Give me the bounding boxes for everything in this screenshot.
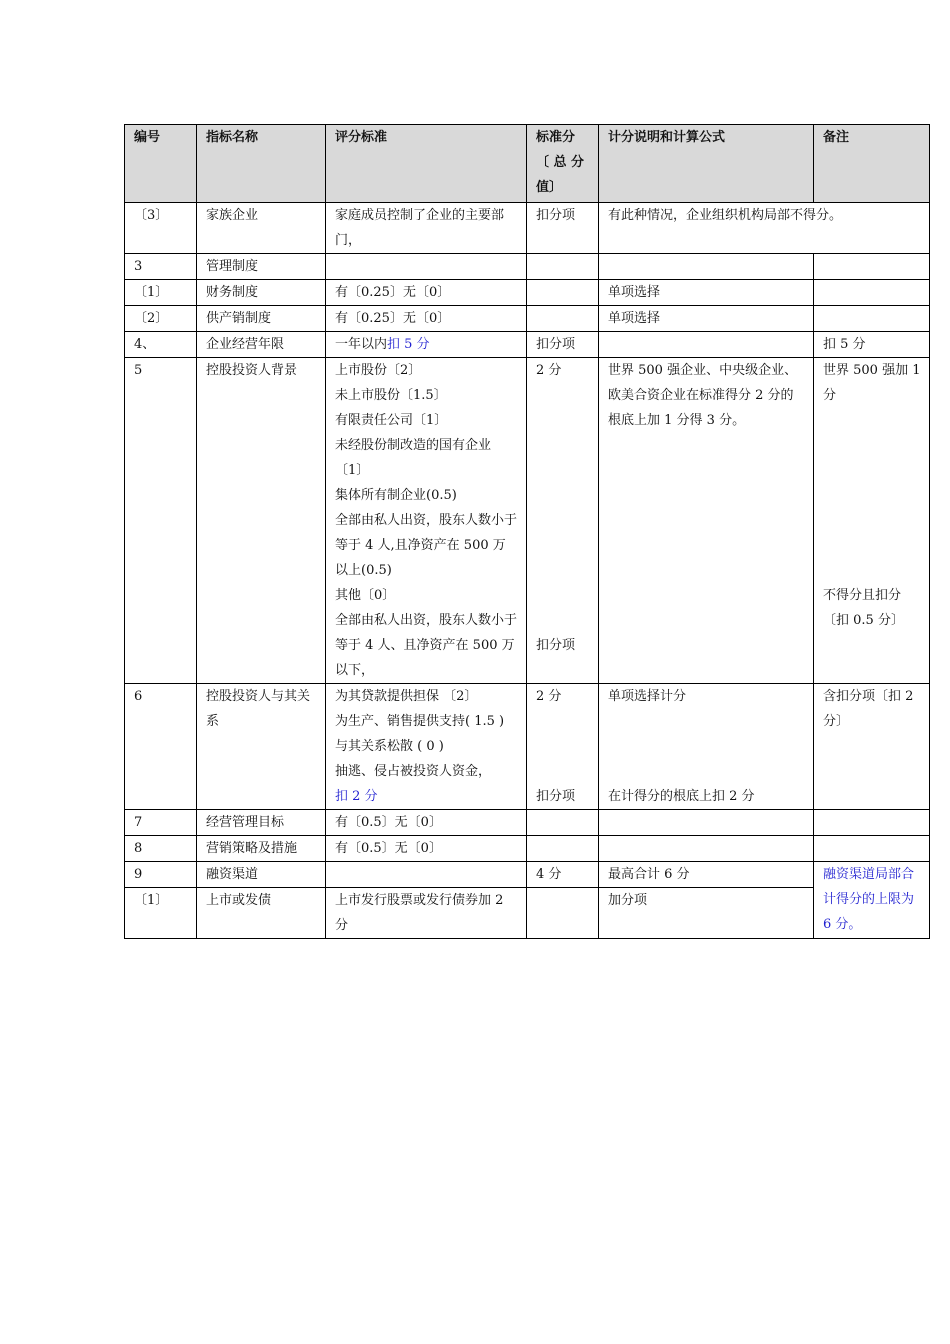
cell-number: 5 [125, 358, 197, 684]
cell-score: 扣分项 [527, 332, 599, 358]
cell-explanation [599, 254, 814, 280]
criteria-line: 与其关系松散 ( 0 ) [335, 739, 444, 754]
criteria-line: 为生产、销售提供支持( 1.5 ) [335, 714, 505, 729]
cell-note: 扣 5 分 [814, 332, 930, 358]
cell-name: 财务制度 [197, 280, 326, 306]
deduction-highlight: 扣 5 分 [387, 337, 430, 352]
cell-name: 家族企业 [197, 203, 326, 254]
cell-score [527, 358, 599, 684]
criteria-line: 未经股份制改造的国有企业〔1〕 [335, 438, 492, 478]
table-row [125, 684, 930, 810]
cell-criteria: 家庭成员控制了企业的主要部门， [326, 203, 527, 254]
cell-criteria: 有〔0.5〕无〔0〕 [326, 836, 527, 862]
cell-criteria [326, 254, 527, 280]
criteria-text: 一年以内 [335, 337, 388, 352]
table-row [125, 810, 930, 836]
header-criteria: 评分标准 [326, 125, 527, 203]
cell-explanation: 有此种情况，企业组织机构局部不得分。 [599, 203, 930, 254]
table-row [125, 280, 930, 306]
cell-criteria [326, 684, 527, 810]
cell-score [527, 306, 599, 332]
explain-top: 单项选择计分 [608, 689, 687, 704]
cell-score: 4 分 [527, 862, 599, 888]
header-score-line-2: 〔 总 分 [536, 155, 585, 170]
cell-explanation: 最高合计 6 分 [599, 862, 814, 888]
table-row [125, 332, 930, 358]
cell-name: 营销策略及措施 [197, 836, 326, 862]
cell-number: 3 [125, 254, 197, 280]
cell-criteria: 有〔0.25〕无〔0〕 [326, 306, 527, 332]
cell-note: 融资渠道局部合计得分的上限为 6 分。 [814, 862, 930, 939]
cell-explanation [599, 836, 814, 862]
cell-explanation: 单项选择 [599, 280, 814, 306]
cell-number: 6 [125, 684, 197, 810]
cell-criteria [326, 358, 527, 684]
cell-explanation: 加分项 [599, 888, 814, 939]
cell-name: 控股投资人与其关系 [197, 684, 326, 810]
cell-name: 融资渠道 [197, 862, 326, 888]
cell-note [814, 358, 930, 684]
cell-note [814, 280, 930, 306]
criteria-line: 为其贷款提供担保 〔2〕 [335, 689, 478, 704]
header-indicator-name: 指标名称 [197, 125, 326, 203]
note-bottom: 不得分且扣分〔扣 0.5 分〕 [823, 588, 904, 628]
cell-number: 〔2〕 [125, 306, 197, 332]
cell-number: 〔3〕 [125, 203, 197, 254]
table-row [125, 254, 930, 280]
score-top: 2 分 [536, 689, 562, 704]
header-score-line-1: 标准分 [536, 130, 576, 145]
note-top: 世界 500 强加 1 分 [823, 363, 921, 403]
table-row [125, 862, 930, 888]
table-row [125, 836, 930, 862]
cell-criteria: 有〔0.25〕无〔0〕 [326, 280, 527, 306]
cell-number: 4、 [125, 332, 197, 358]
header-explanation: 计分说明和计算公式 [599, 125, 814, 203]
criteria-line: 全部由私人出资，股东人数小于等于 4 人、且净资产在 500 万以下， [335, 613, 518, 678]
criteria-line: 上市股份〔2〕 [335, 363, 422, 378]
cell-number: 〔1〕 [125, 280, 197, 306]
cell-explanation [599, 684, 814, 810]
criteria-line: 未上市股份〔1.5〕 [335, 388, 447, 403]
cell-criteria [326, 332, 527, 358]
header-standard-score [527, 125, 599, 203]
cell-score [527, 280, 599, 306]
table-header-row [125, 125, 930, 203]
cell-criteria: 上市发行股票或发行债券加 2 分 [326, 888, 527, 939]
cell-name: 供产销制度 [197, 306, 326, 332]
explain-bottom: 在计得分的根底上扣 2 分 [608, 789, 755, 804]
criteria-line: 抽逃、侵占被投资人资金， [335, 764, 492, 779]
cell-explanation: 世界 500 强企业、中央级企业、欧美合资企业在标准得分 2 分的根底上加 1 分得 3 分。 [599, 358, 814, 684]
cell-number: 7 [125, 810, 197, 836]
cell-explanation: 单项选择 [599, 306, 814, 332]
cell-score: 扣分项 [527, 203, 599, 254]
table-row [125, 888, 930, 939]
criteria-line: 集体所有制企业(0.5) [335, 488, 457, 503]
cell-score [527, 810, 599, 836]
table-row [125, 203, 930, 254]
cell-score [527, 888, 599, 939]
cell-name: 管理制度 [197, 254, 326, 280]
cell-criteria [326, 862, 527, 888]
cell-name: 企业经营年限 [197, 332, 326, 358]
scoring-table [124, 124, 930, 939]
table-row [125, 358, 930, 684]
cell-name: 控股投资人背景 [197, 358, 326, 684]
cell-note [814, 836, 930, 862]
cell-score [527, 836, 599, 862]
cell-number: 8 [125, 836, 197, 862]
criteria-line: 全部由私人出资，股东人数小于等于 4 人,且净资产在 500 万以上(0.5) [335, 513, 518, 578]
cell-note [814, 306, 930, 332]
score-bottom: 扣分项 [536, 638, 576, 653]
criteria-line: 其他〔0〕 [335, 588, 396, 603]
score-top: 2 分 [536, 363, 562, 378]
criteria-line: 有限责任公司〔1〕 [335, 413, 448, 428]
cell-name: 上市或发债 [197, 888, 326, 939]
cell-note [814, 254, 930, 280]
deduction-highlight: 扣 2 分 [335, 789, 378, 804]
header-score-line-3: 值〕 [536, 180, 563, 195]
cell-score [527, 684, 599, 810]
cell-explanation [599, 810, 814, 836]
header-number: 编号 [125, 125, 197, 203]
table-row [125, 306, 930, 332]
cell-explanation [599, 332, 814, 358]
header-notes: 备注 [814, 125, 930, 203]
score-bottom: 扣分项 [536, 789, 576, 804]
cell-number: 9 [125, 862, 197, 888]
cell-note: 含扣分项〔扣 2 分〕 [814, 684, 930, 810]
cell-criteria: 有〔0.5〕无〔0〕 [326, 810, 527, 836]
cell-name: 经营管理目标 [197, 810, 326, 836]
cell-score [527, 254, 599, 280]
cell-number: 〔1〕 [125, 888, 197, 939]
cell-note [814, 810, 930, 836]
